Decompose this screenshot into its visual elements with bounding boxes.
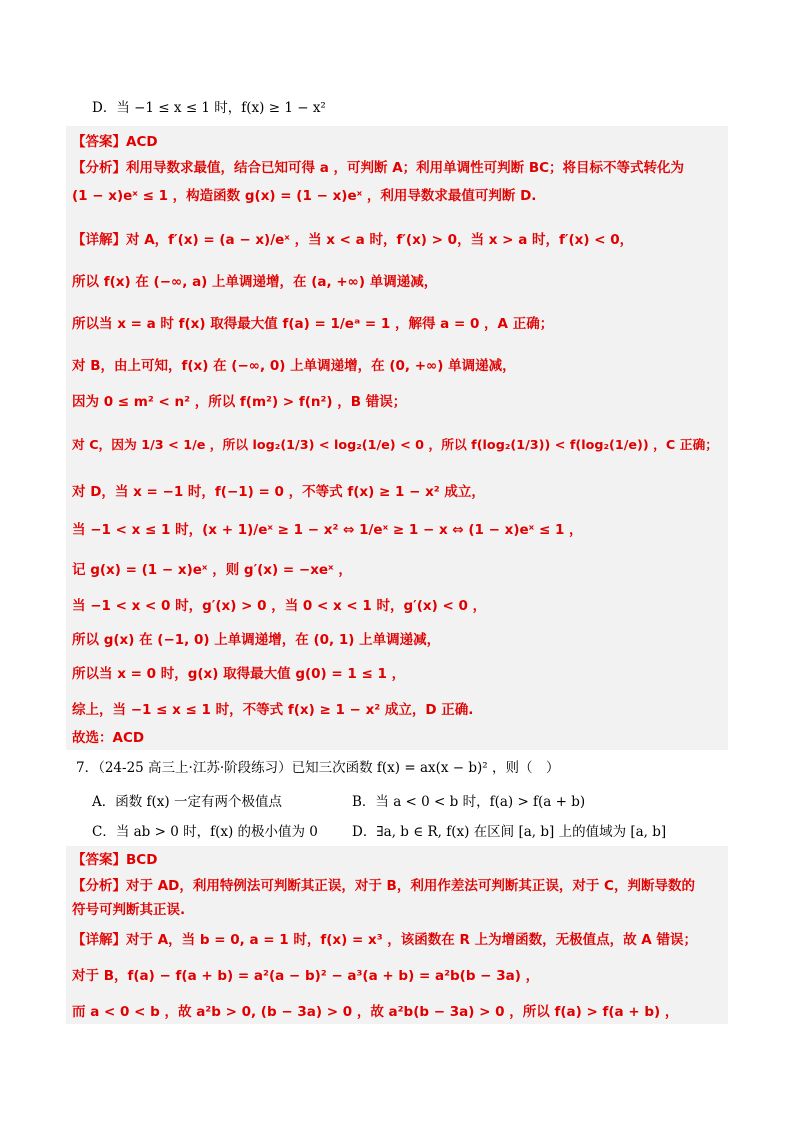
q6-detail-line-2: 所以 f(x) 在 (−∞, a) 上单调递增，在 (a, +∞) 单调递减， — [72, 274, 438, 290]
q6-detail-line-13: 综上，当 −1 ≤ x ≤ 1 时，不等式 f(x) ≥ 1 − x² 成立，D 正确. — [72, 702, 474, 718]
q6-detail-line-5: 因为 0 ≤ m² < n² ，所以 f(m²) > f(n²) ，B 错误； — [72, 394, 407, 410]
q6-detail-line-7: 对 D，当 x = −1 时，f(−1) = 0 ，不等式 f(x) ≥ 1 − x² 成立， — [72, 484, 485, 500]
q7-answer: 【答案】BCD — [72, 852, 158, 868]
q7-detail-line-1: 【详解】对于 A，当 b = 0, a = 1 时，f(x) = x³ ，该函数在 R 上为增函数，无极值点，故 A 错误； — [72, 932, 697, 948]
q7-analysis-line-1: 【分析】对于 AD，利用特例法可判断其正误，对于 B，利用作差法可判断其正误，对于 C，判断导数的 — [72, 878, 695, 894]
q6-detail-line-4: 对 B，由上可知，f(x) 在 (−∞, 0) 上单调递增，在 (0, +∞) 单调递减， — [72, 358, 516, 374]
q6-detail-line-10: 当 −1 < x < 0 时，g′(x) > 0 ，当 0 < x < 1 时，g′(x) < 0 ， — [72, 598, 487, 614]
q6-detail-line-6: 对 C，因为 1/3 < 1/e ，所以 log₂(1/3) < log₂(1/e) < 0 ，所以 f(log₂(1/3)) < f(log₂(1/e)) ，C 正确； — [72, 438, 718, 453]
q6-analysis-line-2: (1 − x)eˣ ≤ 1 ，构造函数 g(x) = (1 − x)eˣ ，利用导数求最值可判断 D. — [72, 188, 537, 204]
question-6-option-d: D．当 −1 ≤ x ≤ 1 时，f(x) ≥ 1 − x² — [92, 100, 326, 116]
q6-detail-line-8: 当 −1 < x ≤ 1 时，(x + 1)/eˣ ≥ 1 − x² ⇔ 1/eˣ ≥ 1 − x ⇔ (1 − x)eˣ ≤ 1 ， — [72, 522, 583, 538]
q7-detail-line-2: 对于 B，f(a) − f(a + b) = a²(a − b)² − a³(a + b) = a²b(b − 3a) ， — [72, 968, 540, 984]
q7-stem: 7．（24-25 高三上·江苏·阶段练习）已知三次函数 f(x) = ax(x − b)² ，则（ ） — [76, 760, 560, 776]
q7-option-a: A．函数 f(x) 一定有两个极值点 — [92, 794, 282, 810]
q7-option-c: C．当 ab > 0 时，f(x) 的极小值为 0 — [92, 824, 318, 840]
q6-final-answer: 故选：ACD — [72, 730, 145, 746]
q6-detail-line-9: 记 g(x) = (1 − x)eˣ ，则 g′(x) = −xeˣ ， — [72, 562, 352, 578]
q6-detail-line-3: 所以当 x = a 时 f(x) 取得最大值 f(a) = 1/eᵃ = 1 ，解得 a = 0 ，A 正确； — [72, 316, 554, 332]
q6-analysis-line-1: 【分析】利用导数求最值，结合已知可得 a ，可判断 A；利用单调性可判断 BC；将目标不等式转化为 — [72, 160, 685, 176]
q6-detail-line-11: 所以 g(x) 在 (−1, 0) 上单调递增，在 (0, 1) 上单调递减， — [72, 632, 441, 648]
q7-option-b: B．当 a < 0 < b 时，f(a) > f(a + b) — [352, 794, 586, 810]
q6-detail-line-1: 【详解】对 A，f′(x) = (a − x)/eˣ ，当 x < a 时，f′(x) > 0，当 x > a 时，f′(x) < 0， — [72, 232, 634, 248]
q7-analysis-line-2: 符号可判断其正误. — [72, 902, 186, 918]
q6-answer: 【答案】ACD — [72, 134, 158, 150]
q7-detail-line-3: 而 a < 0 < b ，故 a²b > 0, (b − 3a) > 0 ，故 a²b(b − 3a) > 0 ，所以 f(a) > f(a + b) ， — [72, 1004, 679, 1020]
q6-detail-line-12: 所以当 x = 0 时，g(x) 取得最大值 g(0) = 1 ≤ 1 ， — [72, 666, 406, 682]
q7-option-d: D．∃a, b ∈ R, f(x) 在区间 [a, b] 上的值域为 [a, b] — [352, 824, 667, 840]
